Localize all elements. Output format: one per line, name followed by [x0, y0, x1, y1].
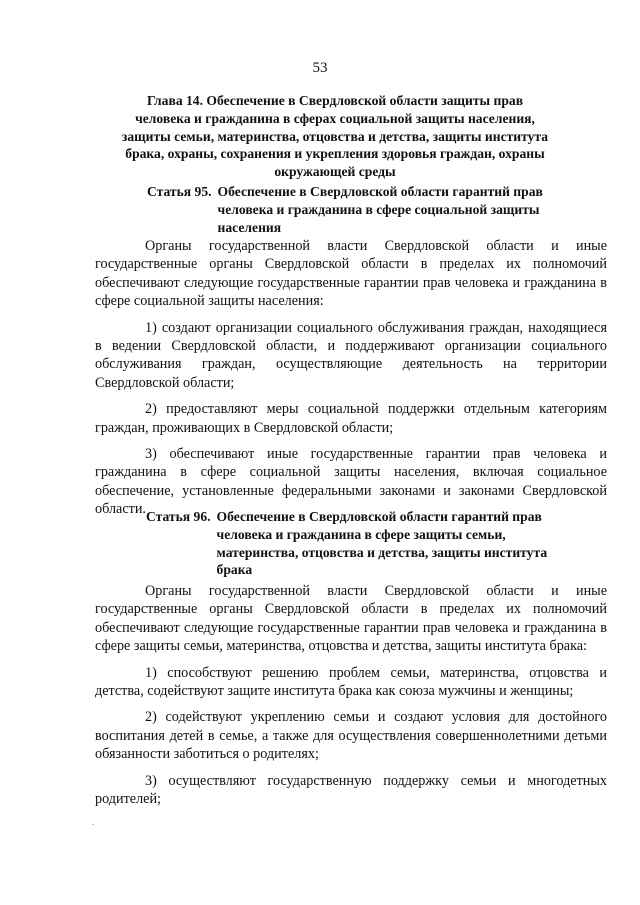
page-number: 53 — [312, 60, 328, 76]
article-95-paragraph: Органы государственной власти Свердловской области и иные государственные органы Свердловской области в пределах их полномочий обеспечивают следующие государственные гарантии прав человека и гражданина в сфере социальной защиты населения: — [95, 238, 607, 310]
chapter-title: Глава 14. Обеспечение в Свердловской области защиты прав человека и гражданина в сферах социальной защиты населения, защиты семьи, материнства, отцовства и детства, защиты института брака, охраны, сохранения и укрепления здоровья граждан, охраны окружающей среды — [121, 93, 549, 180]
article-96-title: Обеспечение в Свердловской области гарантий прав человека и гражданина в сфере защиты семьи, материнства, отцовства и детства, защиты института брака — [216, 509, 548, 578]
article-95-heading — [147, 183, 587, 236]
article-96-body — [95, 582, 607, 816]
article-96-paragraph: 1) способствуют решению проблем семьи, материнства, отцовства и детства, содействуют защите института брака как союза мужчины и женщины; — [95, 664, 607, 700]
article-95-number: Статья 95. — [147, 184, 212, 199]
article-96-heading — [146, 508, 586, 579]
article-95-body — [95, 237, 607, 527]
article-96-paragraph: Органы государственной власти Свердловской области и иные государственные органы Свердловской области в пределах их полномочий обеспечивают следующие государственные гарантии прав человека и гражданина в сфере защиты семьи, материнства, отцовства и детства, защиты института брака: — [95, 583, 607, 655]
scan-mark: . — [92, 818, 94, 827]
article-96-paragraph: 2) содействуют укреплению семьи и создают условия для достойного воспитания детей в семье, а также для осуществления совершеннолетними детьми обязанности заботиться о родителях; — [95, 709, 607, 763]
article-95-paragraph: 2) предоставляют меры социальной поддержки отдельным категориям граждан, проживающих в Свердловской области; — [95, 401, 607, 436]
article-96-paragraph: 3) осуществляют государственную поддержку семьи и многодетных родителей; — [95, 772, 607, 808]
article-96-number: Статья 96. — [146, 509, 211, 524]
article-95-title: Обеспечение в Свердловской области гарантий прав человека и гражданина в сфере социальной защиты населения — [217, 184, 543, 235]
article-95-paragraph: 3) обеспечивают иные государственные гарантии прав человека и гражданина в сфере социальной защиты населения, включая социальное обеспечение, установленные федеральными законами и законами Свердловской области. — [95, 446, 607, 518]
article-95-paragraph: 1) создают организации социального обслуживания граждан, находящиеся в ведении Свердловской области, и поддерживают организации социального обслуживания граждан, осуществляющие деятельность на территории Свердловской области; — [95, 319, 607, 391]
